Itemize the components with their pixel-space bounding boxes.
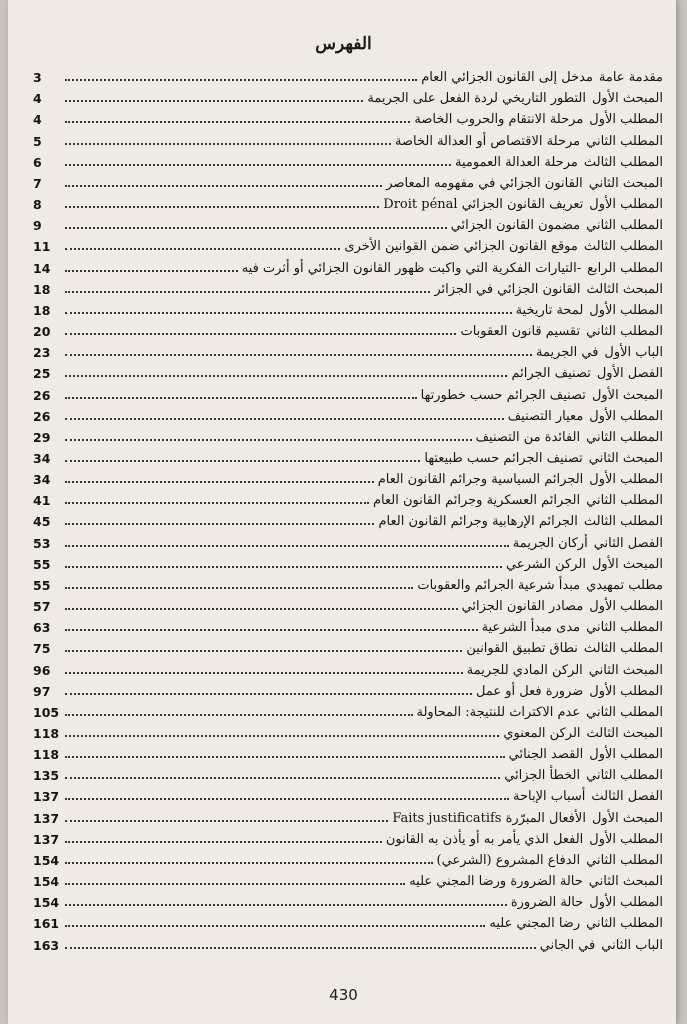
entry-title: مبدأ شرعية الجرائم والعقوبات <box>417 577 581 593</box>
entry-label: المطلب الثاني <box>586 916 663 932</box>
entry-page-number: 20 <box>33 324 51 340</box>
entry-title: تصنيف الجرائم حسب خطورتها <box>420 387 586 403</box>
toc-entry <box>33 254 663 275</box>
entry-page-number: 118 <box>33 726 60 741</box>
dot-leader <box>65 397 417 399</box>
entry-label: المطلب الأول <box>589 683 663 699</box>
entry-page-number: 4 <box>33 112 42 128</box>
entry-page-number: 3 <box>33 70 42 86</box>
entry-page-number: 11 <box>33 239 51 255</box>
entry-title: تصنيف الجرائم <box>511 366 591 382</box>
toc-entry <box>33 678 663 699</box>
entry-title: تعريف القانون الجزائي Droit pénal <box>383 197 584 213</box>
entry-page-number: 5 <box>33 133 42 149</box>
entry-label: المطلب الأول <box>589 408 663 424</box>
entry-label: المطلب الثاني <box>586 852 663 868</box>
dot-leader <box>65 312 512 314</box>
entry-title: نطاق تطبيق القوانين <box>466 641 578 657</box>
entry-label: مطلب تمهيدي <box>586 577 663 593</box>
entry-title: ضرورة فعل أو عمل <box>475 683 584 699</box>
entry-label: المطلب الثاني <box>586 620 663 636</box>
toc-entry <box>33 910 663 931</box>
entry-label: المطلب الأول <box>589 831 663 847</box>
dot-leader <box>65 164 451 166</box>
page-number: 430 <box>329 986 358 1004</box>
dot-leader <box>65 798 509 800</box>
dot-leader <box>65 587 413 589</box>
entry-label: المبحث الثاني <box>588 874 663 890</box>
dot-leader <box>65 439 472 441</box>
dot-leader <box>65 735 499 737</box>
entry-label: المطلب الثاني <box>586 429 663 445</box>
entry-label: المبحث الثاني <box>588 175 663 191</box>
toc-entry <box>33 593 663 614</box>
dot-leader <box>65 502 369 504</box>
toc-entry <box>33 931 663 952</box>
entry-page-number: 118 <box>33 747 60 763</box>
entry-title: الخطأ الجزائي <box>504 768 581 784</box>
toc-entry <box>33 699 663 720</box>
entry-page-number: 41 <box>33 493 51 509</box>
entry-page-number: 8 <box>33 197 42 213</box>
toc-entry <box>33 381 663 402</box>
entry-label: الفصل الأول <box>596 366 663 382</box>
entry-page-number: 6 <box>33 154 42 170</box>
dot-leader <box>65 883 405 885</box>
entry-page-number: 137 <box>33 831 60 847</box>
entry-label: المطلب الرابع <box>587 260 663 276</box>
entry-label: المطلب الثالث <box>583 514 663 530</box>
entry-title: مرحلة الاقتصاص أو العدالة الخاصة <box>395 133 581 149</box>
entry-page-number: 34 <box>33 450 51 466</box>
entry-page-number: 14 <box>33 260 51 276</box>
entry-title: الركن المعنوي <box>503 726 581 741</box>
toc-entry <box>33 635 663 656</box>
entry-title: رضا المجني عليه <box>489 916 581 932</box>
dot-leader <box>65 841 382 843</box>
entry-page-number: 55 <box>33 577 51 593</box>
toc-entry <box>33 508 663 529</box>
entry-title: الدفاع المشروع (الشرعي) <box>436 852 581 868</box>
toc-entry <box>33 889 663 910</box>
toc-entry <box>33 445 663 466</box>
entry-page-number: 26 <box>33 387 51 403</box>
dot-leader <box>65 862 433 864</box>
entry-page-number: 163 <box>33 937 60 953</box>
dot-leader <box>65 756 505 758</box>
entry-title: الركن المادي للجريمة <box>466 662 583 678</box>
entry-title: تصنيف الجرائم حسب طبيعتها <box>424 450 583 466</box>
entry-label: المطلب الثاني <box>586 493 663 509</box>
entry-title: تقسيم قانون العقوبات <box>460 324 581 340</box>
toc-entry <box>33 847 663 868</box>
dot-leader <box>65 227 447 229</box>
dot-leader <box>65 566 502 568</box>
toc-entry <box>33 297 663 318</box>
toc-entry <box>33 403 663 424</box>
entry-title: القانون الجزائي في مفهومه المعاصر <box>386 175 583 191</box>
entry-title: حالة الضرورة <box>510 895 584 911</box>
dot-leader <box>65 481 374 483</box>
entry-label: المبحث الأول <box>591 91 663 107</box>
entry-title: لمحة تاريخية <box>515 302 584 318</box>
toc-entry <box>33 318 663 339</box>
dot-leader <box>65 121 410 123</box>
entry-label: المطلب الأول <box>589 599 663 615</box>
entry-title: أركان الجريمة <box>512 535 588 551</box>
toc-entry <box>33 614 663 635</box>
entry-page-number: 23 <box>33 345 51 361</box>
entry-page-number: 154 <box>33 874 60 890</box>
entry-label: المطلب الأول <box>589 197 663 213</box>
entry-title: معيار التصنيف <box>507 408 584 424</box>
dot-leader <box>65 820 388 822</box>
entry-label: المبحث الثاني <box>588 450 663 466</box>
entry-label: الباب الأول <box>604 345 663 361</box>
entry-page-number: 137 <box>33 789 60 805</box>
entry-title: الجرائم الإرهابية وجرائم القانون العام <box>378 514 578 530</box>
toc-entry <box>33 149 663 170</box>
dot-leader <box>65 608 458 610</box>
toc-entry <box>33 868 663 889</box>
dot-leader <box>65 143 391 145</box>
entry-title: الأفعال المبرّرة Faits justificatifs <box>392 810 586 826</box>
entry-page-number: 29 <box>33 429 51 445</box>
toc-entry <box>33 720 663 741</box>
dot-leader <box>65 693 472 695</box>
entry-title: أسباب الإباحة <box>513 789 586 805</box>
dot-leader <box>65 418 504 420</box>
dot-leader <box>65 672 463 674</box>
toc-entry <box>33 360 663 381</box>
toc-entry <box>33 551 663 572</box>
toc-entry <box>33 783 663 804</box>
toc-entry <box>33 127 663 148</box>
entry-title: موقع القانون الجزائي ضمن القوانين الأخرى <box>344 239 578 255</box>
dot-leader <box>65 925 485 927</box>
entry-title: الفعل الذي يأمر به أو يأذن به القانون <box>385 831 584 847</box>
entry-page-number: 97 <box>33 683 51 699</box>
dot-leader <box>65 248 340 250</box>
entry-label: المطلب الثاني <box>586 218 663 234</box>
toc-entry <box>33 466 663 487</box>
toc-entry <box>33 804 663 825</box>
entry-title: -التيارات الفكرية التي واكبت ظهور القانون الجزائي أو أثرت فيه <box>241 260 582 276</box>
entry-label: الباب الثاني <box>601 937 663 953</box>
dot-leader <box>65 947 536 949</box>
entry-label: المطلب الأول <box>589 112 663 128</box>
entry-label: المطلب الثالث <box>583 239 663 255</box>
entry-title: مرحلة الانتقام والحروب الخاصة <box>414 112 584 128</box>
entry-title: التطور التاريخي لردة الفعل على الجريمة <box>367 91 586 107</box>
entry-title: مرحلة العدالة العمومية <box>455 154 578 170</box>
entry-page-number: 4 <box>33 91 42 107</box>
entry-page-number: 34 <box>33 472 51 488</box>
toc-entry <box>33 572 663 593</box>
entry-title: الركن الشرعي <box>506 556 586 572</box>
entry-page-number: 137 <box>33 810 60 826</box>
entry-page-number: 154 <box>33 895 60 911</box>
entry-title: القصد الجنائي <box>508 747 584 763</box>
entry-label: المطلب الثاني <box>586 704 663 720</box>
entry-title: في الجاني <box>539 937 596 953</box>
entry-label: مقدمة عامة <box>598 70 663 86</box>
dot-leader <box>65 629 478 631</box>
entry-label: المطلب الأول <box>589 747 663 763</box>
entry-label: المطلب الثاني <box>586 324 663 340</box>
toc-entry <box>33 487 663 508</box>
entry-page-number: 55 <box>33 556 51 572</box>
entry-page-number: 105 <box>33 704 60 720</box>
toc-entry <box>33 741 663 762</box>
toc-entry <box>33 233 663 254</box>
entry-page-number: 53 <box>33 535 51 551</box>
entry-label: المطلب الأول <box>589 302 663 318</box>
entry-label: الفصل الثالث <box>591 789 663 805</box>
entry-page-number: 45 <box>33 514 51 530</box>
dot-leader <box>65 777 500 779</box>
entry-page-number: 135 <box>33 768 60 784</box>
dot-leader <box>65 291 430 293</box>
entry-page-number: 18 <box>33 281 51 297</box>
entry-label: المطلب الأول <box>589 895 663 911</box>
entry-label: المطلب الثالث <box>583 641 663 657</box>
entry-page-number: 154 <box>33 852 60 868</box>
toc-entry <box>33 339 663 360</box>
toc-entry <box>33 64 663 85</box>
dot-leader <box>65 100 363 102</box>
toc-entry <box>33 170 663 191</box>
table-of-contents <box>33 64 663 953</box>
entry-label: المبحث الثالث <box>586 726 663 741</box>
entry-page-number: 96 <box>33 662 51 678</box>
dot-leader <box>65 206 379 208</box>
dot-leader <box>65 714 413 716</box>
entry-page-number: 25 <box>33 366 51 382</box>
entry-label: المبحث الثالث <box>586 281 663 297</box>
entry-page-number: 18 <box>33 302 51 318</box>
dot-leader <box>65 354 532 356</box>
entry-label: المبحث الأول <box>591 387 663 403</box>
entry-title: الجرائم السياسية وجرائم القانون العام <box>377 472 584 488</box>
toc-entry <box>33 85 663 106</box>
entry-title: مصادر القانون الجزائي <box>461 599 584 615</box>
entry-page-number: 161 <box>33 916 60 932</box>
entry-page-number: 75 <box>33 641 51 657</box>
entry-label: المطلب الثالث <box>583 154 663 170</box>
dot-leader <box>65 185 382 187</box>
toc-entry <box>33 826 663 847</box>
toc-entry <box>33 276 663 297</box>
entry-label: المطلب الثاني <box>586 133 663 149</box>
entry-title: في الجريمة <box>535 345 599 361</box>
entry-label: المبحث الأول <box>591 810 663 826</box>
entry-label: الفصل الثاني <box>593 535 663 551</box>
entry-title: مضمون القانون الجزائي <box>450 218 581 234</box>
entry-page-number: 7 <box>33 175 42 191</box>
entry-label: المبحث الثاني <box>588 662 663 678</box>
entry-title: حالة الضرورة ورضا المجني عليه <box>409 874 583 890</box>
entry-page-number: 26 <box>33 408 51 424</box>
entry-page-number: 9 <box>33 218 42 234</box>
toc-entry <box>33 762 663 783</box>
page-title: الفهرس <box>315 34 372 54</box>
entry-title: الجرائم العسكرية وجرائم القانون العام <box>372 493 581 509</box>
dot-leader <box>65 523 374 525</box>
dot-leader <box>65 375 507 377</box>
entry-page-number: 63 <box>33 620 51 636</box>
toc-entry <box>33 212 663 233</box>
entry-title: الفائدة من التصنيف <box>475 429 581 445</box>
entry-label: المبحث الأول <box>591 556 663 572</box>
dot-leader <box>65 460 420 462</box>
dot-leader <box>65 333 456 335</box>
entry-title: عدم الاكتراث للنتيجة: المحاولة <box>416 704 581 720</box>
dot-leader <box>65 904 507 906</box>
toc-entry <box>33 656 663 677</box>
toc-entry <box>33 191 663 212</box>
toc-entry <box>33 106 663 127</box>
entry-label: المطلب الأول <box>589 472 663 488</box>
dot-leader <box>65 545 509 547</box>
dot-leader <box>65 270 238 272</box>
dot-leader <box>65 79 417 81</box>
entry-title: مدى مبدأ الشرعية <box>481 620 581 636</box>
toc-entry <box>33 424 663 445</box>
entry-page-number: 57 <box>33 599 51 615</box>
entry-title: القانون الجزائي في الجزائر <box>434 281 581 297</box>
entry-label: المطلب الثاني <box>586 768 663 784</box>
toc-entry <box>33 529 663 550</box>
dot-leader <box>65 650 462 652</box>
entry-title: مدخل إلى القانون الجزائي العام <box>421 70 593 86</box>
